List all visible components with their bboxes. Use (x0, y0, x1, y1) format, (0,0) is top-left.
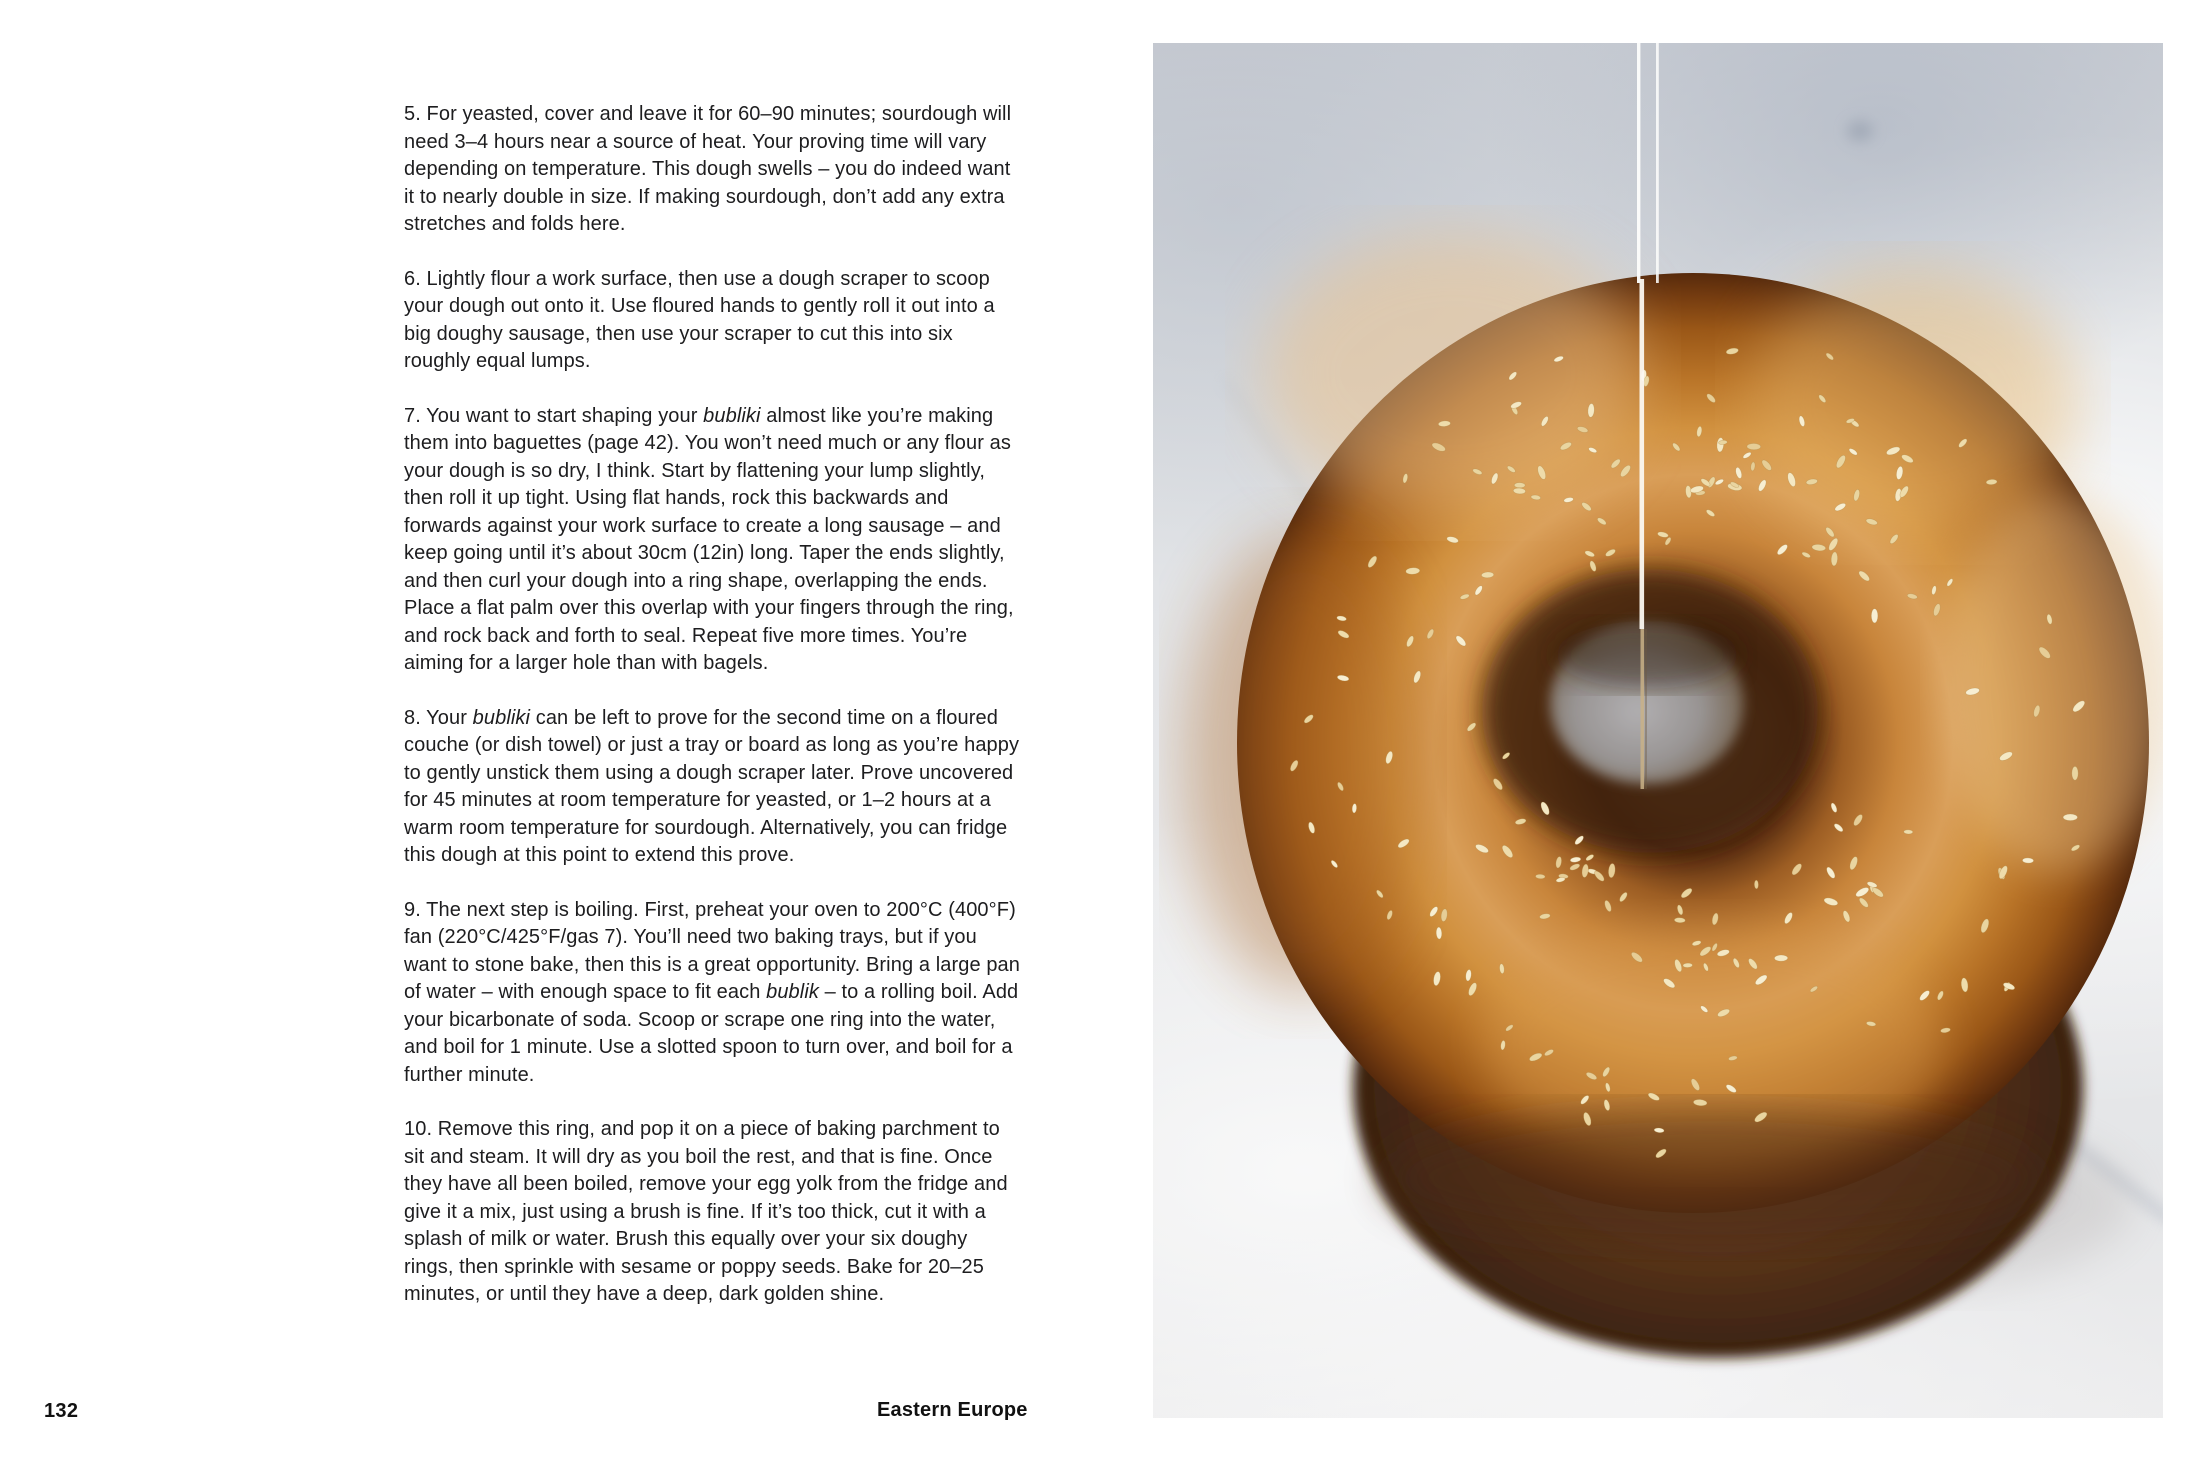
sesame-seed (1747, 443, 1761, 450)
sesame-seed (1683, 963, 1693, 968)
page-number: 132 (44, 1400, 79, 1422)
sesame-seed (1871, 609, 1878, 623)
recipe-step-text: 6. Lightly flour a work surface, then use a dough scraper to scoop your dough out onto it. Use floured hands to gently roll it out into a big doughy sausage, then use your scraper to cut this into six roughly equal lumps. (404, 267, 995, 372)
sesame-seed (1754, 880, 1758, 889)
recipe-step-text: 8. Your (404, 706, 473, 729)
recipe-step (404, 101, 1020, 239)
bublik-photo (1153, 43, 2163, 1418)
recipe-step-text: almost like you’re making them into baguettes (page 42). You won’t need much or any flour as your dough is so dry, I think. Start by flattening your lump slightly, then roll it up tight. Using flat hands, rock this backwards and forwards against your work surface to create a long sausage – and keep going until it’s about 30cm (12in) long. Taper the ends slightly, and then curl your dough into a ring shape, overlapping the ends. Place a flat palm over this overlap with your fingers through the ring, and rock back and forth to seal. Repeat five more times. You’re aiming for a larger hole than with bagels. (404, 404, 1014, 674)
recipe-step-text: 10. Remove this ring, and pop it on a piece of baking parchment to sit and steam. It will dry as you boil the rest, and that is fine. Once they have all been boiled, remove your egg yolk from the fridge and give it a mix, just using a brush is fine. If it’s too thick, cut it with a splash of milk or water. Brush this equally over your six doughy rings, then sprinkle with sesame or poppy seeds. Bake for 20–25 minutes, or until they have a deep, dark golden shine. (404, 1118, 1008, 1305)
bublik-illustration (1153, 43, 2163, 1418)
recipe-step (404, 266, 1020, 376)
recipe-term-italic: bubliki (472, 706, 531, 729)
sesame-seed (1904, 830, 1913, 835)
sesame-seed (1481, 572, 1494, 578)
sesame-seed (2072, 766, 2078, 780)
sesame-seed (2063, 814, 2077, 821)
recipe-step (404, 403, 1020, 678)
recipe-term-italic: bubliki (703, 404, 761, 427)
recipe-step-text: can be left to prove for the second time on a floured couche (or dish towel) or just a tray or board as long as you’re happy to gently unstick them using a dough scraper later. Prove uncovered for 45 minutes at room temperature for yeasted, or 1–2 hours at a warm room temperature for sourdough. Alternatively, you can fridge this dough at this point to extend this prove. (404, 706, 1020, 866)
sesame-seed (1436, 927, 1442, 939)
recipe-step (404, 1116, 1020, 1309)
sesame-seed (1514, 483, 1525, 488)
recipe-step (404, 897, 1020, 1090)
bublik-ring (1183, 233, 2163, 1358)
section-title: Eastern Europe (877, 1399, 1028, 1421)
recipe-term-italic: bublik (766, 981, 819, 1003)
recipe-step (404, 705, 1020, 870)
recipe-step-text: 9. The next step is boiling. First, preheat your oven to 200°C (400°F) fan (220°C/425°F/gas 7). You’ll need two baking trays, but if you want to stone bake, then this is a great opportunity. Bring a large pan of water – with enough space to fit each (404, 898, 1020, 1003)
sesame-seed (1674, 917, 1685, 923)
sesame-seed (1513, 488, 1526, 495)
recipe-steps (404, 101, 1020, 1336)
sesame-seed (2022, 858, 2033, 864)
recipe-step-text: – to a rolling boil. Add your bicarbonate of soda. Scoop or scrape one ring into the water, and boil for 1 minute. Use a slotted spoon to turn over, and boil for a further minute. (404, 981, 1019, 1086)
recipe-step-text: 7. You want to start shaping your (404, 404, 704, 427)
sesame-seed (1535, 874, 1545, 879)
recipe-step-text: 5. For yeasted, cover and leave it for 60–90 minutes; sourdough will need 3–4 hours near a source of heat. Your proving time will vary depending on temperature. This dough swells – you do indeed want it to nearly double in size. If making sourdough, don’t add any extra stretches and folds here. (404, 103, 1012, 235)
sesame-seed (1774, 955, 1788, 961)
